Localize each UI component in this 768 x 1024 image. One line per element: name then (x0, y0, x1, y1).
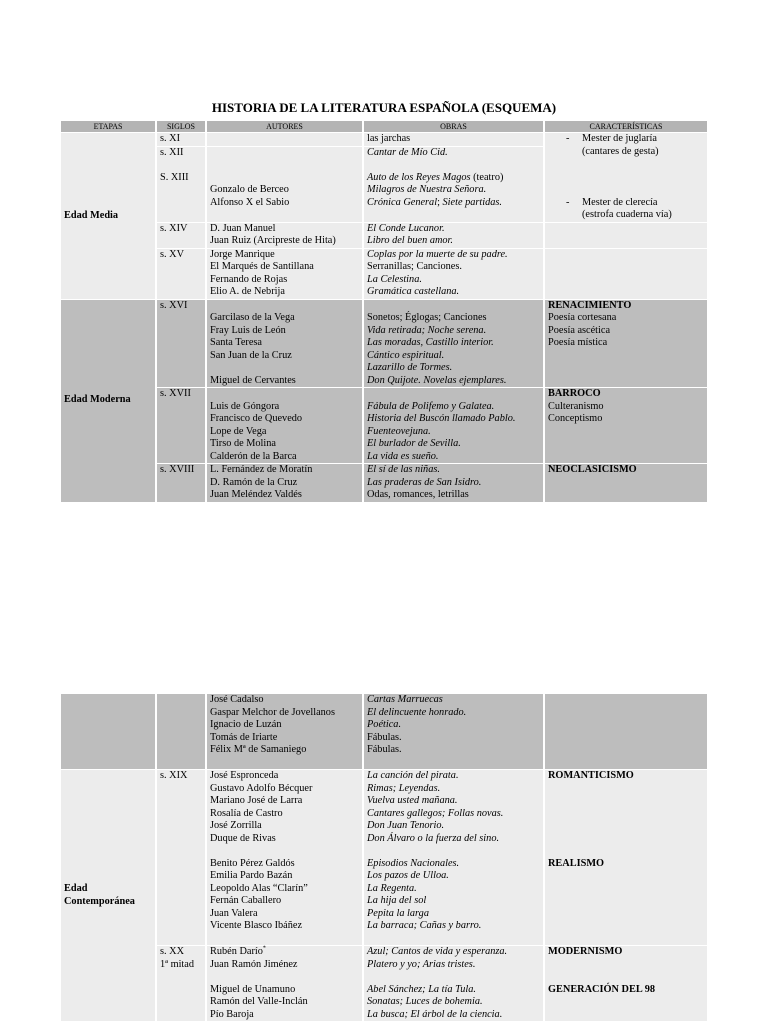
obra: Coplas por la muerte de su padre. (367, 248, 508, 260)
obra: El burlador de Sevilla. (367, 438, 461, 449)
autor: Gonzalo de Berceo (210, 184, 289, 195)
bullet-item: - Mester de clerecía (566, 196, 658, 208)
obras-cell (364, 146, 543, 160)
etapa-edad-contemporanea (61, 769, 155, 1021)
autor: Gustavo Adolfo Bécquer (210, 782, 313, 794)
siglo: 1ª mitad (160, 958, 195, 970)
obras-cell (364, 132, 543, 146)
etapa-edad-media: Edad Media (61, 132, 155, 299)
document-title: HISTORIA DE LA LITERATURA ESPAÑOLA (ESQUEMA) (211, 100, 557, 115)
obra: Milagros de Nuestra Señora. (367, 184, 487, 195)
dash: - (566, 133, 570, 144)
obras-cell (364, 945, 543, 1021)
obra: Crónica General; Siete partidas. (367, 196, 503, 208)
caracteristicas-cell (545, 694, 707, 769)
header-obras: OBRAS (364, 121, 543, 132)
autor: José Cadalso (210, 694, 264, 705)
obras-cell (364, 694, 543, 769)
movimiento: RENACIMIENTO (548, 299, 632, 311)
obra: La hija del sol (367, 895, 427, 906)
autores-cell (207, 769, 362, 858)
autor: Calderón de la Barca (210, 450, 297, 462)
table-row (61, 299, 707, 388)
caracteristica: Mester de clerecía (582, 196, 658, 208)
siglo-cell (157, 945, 205, 1021)
obra: El sí de las niñas. (367, 464, 440, 475)
obra: Sonetos; Églogas; Canciones (367, 312, 487, 323)
autor: El Marqués de Santillana (210, 261, 314, 272)
siglo-cell: s. XVI (157, 299, 205, 388)
autor: Rosalía de Castro (210, 807, 283, 819)
etapa-edad-moderna: Edad Moderna (61, 299, 155, 502)
autor: Duque de Rivas (210, 832, 276, 844)
autor: Luis de Góngora (210, 400, 280, 412)
table-row (61, 248, 707, 299)
literature-table-page-2 (59, 694, 709, 1021)
siglo-cell: s. XI (157, 132, 205, 146)
obra: Cantar de Mío Cid. (367, 146, 448, 158)
obras-cell (364, 159, 543, 222)
obra: Los pazos de Ulloa. (367, 870, 449, 881)
movimiento: REALISMO (548, 857, 605, 869)
autor: Mariano José de Larra (210, 795, 303, 806)
header-etapas: ETAPAS (61, 121, 155, 132)
autor: Juan Valera (210, 907, 258, 919)
obra: Historia del Buscón llamado Pablo. (367, 413, 516, 424)
caracteristica: Poesía mística (548, 337, 608, 348)
caracteristica: Poesía cortesana (548, 312, 617, 323)
obras-cell (364, 858, 543, 946)
obras-cell (364, 769, 543, 858)
obras-cell (364, 387, 543, 463)
autor: Félix Mª de Samaniego (210, 744, 307, 755)
table-row (61, 159, 707, 222)
obra: Episodios Nacionales. (367, 857, 460, 869)
caracteristica: Poesía ascética (548, 324, 611, 336)
autores-cell (207, 222, 362, 248)
obra: Pepita la larga (367, 907, 429, 919)
siglo-cell: s. XVII (157, 387, 205, 463)
obras-cell (364, 463, 543, 502)
autor: Miguel de Unamuno (210, 983, 296, 995)
obra: Odas, romances, letrillas (367, 489, 469, 500)
siglo-cell (157, 694, 205, 769)
obra: El delincuente honrado. (367, 706, 467, 718)
obra: Gramática castellana. (367, 286, 460, 297)
obra: Don Álvaro o la fuerza del sino. (367, 832, 500, 844)
autores-cell (207, 159, 362, 222)
bullet-item (548, 209, 704, 222)
obra: Poética. (367, 719, 402, 730)
bullet-item (548, 133, 704, 146)
etapa-line: Edad (64, 883, 88, 894)
literature-table-page-1 (59, 121, 709, 502)
caracteristicas-cell (545, 248, 707, 299)
autor: José Espronceda (210, 770, 279, 781)
obra: Vuelva usted mañana. (367, 795, 458, 806)
table-row (61, 694, 707, 769)
obra: La vida es sueño. (367, 450, 439, 462)
siglo: S. XIII (160, 171, 189, 183)
autores-cell (207, 463, 362, 502)
siglo-cell: s. XIV (157, 222, 205, 248)
obra: Fuenteovejuna. (367, 425, 431, 437)
table-row (61, 132, 707, 146)
autor: Fernando de Rojas (210, 273, 288, 285)
header-row (61, 121, 707, 132)
autor: Vicente Blasco Ibáñez (210, 920, 303, 931)
obra: Cartas Marruecas (367, 694, 443, 705)
autores-cell (207, 694, 362, 769)
autor: Gaspar Melchor de Jovellanos (210, 706, 335, 718)
caracteristicas-cell (545, 463, 707, 502)
siglo-cell: s. XVIII (157, 463, 205, 502)
autores-cell (207, 248, 362, 299)
caracteristicas-cell (545, 387, 707, 463)
obras-cell (364, 299, 543, 388)
table-row (61, 387, 707, 463)
table-row (61, 222, 707, 248)
autores-cell (207, 132, 362, 146)
caracteristicas-cell (545, 222, 707, 248)
caracteristica: Culteranismo (548, 400, 604, 412)
header-siglos: SIGLOS (157, 121, 205, 132)
autores-cell (207, 146, 362, 160)
obra: Fábulas. (367, 731, 402, 743)
caracteristicas-cell (545, 858, 707, 946)
autor: Ignacio de Luzán (210, 719, 282, 730)
autor: Jorge Manrique (210, 248, 275, 260)
autor: José Zorrilla (210, 820, 262, 831)
table-row (61, 769, 707, 858)
obra: Libro del buen amor. (367, 235, 453, 246)
obra: La barraca; Cañas y barro. (367, 920, 482, 931)
autor: Tomás de Iriarte (210, 731, 278, 743)
autor: Fray Luis de León (210, 324, 286, 336)
obra: Auto de los Reyes Magos (teatro) (367, 171, 504, 183)
autor: Lope de Vega (210, 425, 267, 437)
obra: La Regenta. (367, 882, 417, 894)
movimiento: MODERNISMO (548, 946, 623, 957)
obra: Fábula de Polifemo y Galatea. (367, 400, 495, 412)
autores-cell (207, 387, 362, 463)
autor: Fernán Caballero (210, 895, 282, 906)
autor: Alfonso X el Sabio (210, 196, 290, 208)
siglo: s. XX (160, 946, 185, 957)
siglo-cell: s. XII (157, 146, 205, 160)
autor: Garcilaso de la Vega (210, 312, 295, 323)
autor: D. Ramón de la Cruz (210, 476, 298, 488)
obra: las jarchas (367, 133, 411, 144)
siglo-cell: s. XIX (157, 769, 205, 945)
autores-cell (207, 858, 362, 946)
caracteristicas-cell (545, 159, 707, 222)
obra: Vida retirada; Noche serena. (367, 324, 487, 336)
obra: Sonatas; Luces de bohemia. (367, 996, 483, 1007)
autor: Pío Baroja (210, 1008, 254, 1020)
autor: Elio A. de Nebrija (210, 286, 285, 297)
etapa-line: Contemporánea (64, 895, 135, 907)
autor: Tirso de Molina (210, 438, 276, 449)
obra: Cántico espiritual. (367, 349, 445, 361)
autor: San Juan de la Cruz (210, 349, 292, 361)
obra: Cantares gallegos; Follas novas. (367, 807, 504, 819)
obra: Las praderas de San Isidro. (367, 476, 482, 488)
autor: Emilia Pardo Bazán (210, 870, 293, 881)
autor: D. Juan Manuel (210, 222, 276, 234)
obra: Don Quijote. Novelas ejemplares. (367, 374, 507, 386)
caracteristicas-cell (545, 132, 707, 159)
autor: Benito Pérez Galdós (210, 857, 295, 869)
autor: Santa Teresa (210, 337, 262, 348)
table-row (61, 945, 707, 1021)
obra: Fábulas. (367, 744, 402, 755)
obra: Azul; Cantos de vida y esperanza. (367, 946, 508, 957)
caracteristica: (estrofa cuaderna vía) (582, 209, 672, 220)
obras-cell (364, 222, 543, 248)
obra: La canción del pirata. (367, 770, 459, 781)
caracteristicas-cell (545, 945, 707, 1021)
obra: Abel Sánchez; La tía Tula. (367, 983, 476, 995)
bullet-item (548, 146, 704, 159)
caracteristicas-cell (545, 769, 707, 858)
movimiento: ROMANTICISMO (548, 770, 634, 781)
obra: Rimas; Leyendas. (367, 782, 441, 794)
caracteristica: Conceptismo (548, 413, 603, 424)
autores-cell (207, 299, 362, 388)
etapa-cell (61, 694, 155, 769)
obra: El Conde Lucanor. (367, 222, 445, 234)
caracteristica: (cantares de gesta) (582, 145, 659, 157)
movimiento: BARROCO (548, 388, 601, 399)
obras-cell (364, 248, 543, 299)
obra: Platero y yo; Arias tristes. (367, 958, 476, 970)
autor: L. Fernández de Moratín (210, 464, 313, 475)
autor: Miguel de Cervantes (210, 374, 296, 386)
autor: Juan Ramón Jiménez (210, 958, 298, 970)
obra: La Celestina. (367, 273, 422, 285)
header-autores: AUTORES (207, 121, 362, 132)
siglo-cell: s. XV (157, 248, 205, 299)
autor: Rubén Darío* (210, 945, 266, 957)
table-row (61, 463, 707, 502)
movimiento: NEOCLASICISMO (548, 464, 637, 475)
autor: Francisco de Quevedo (210, 413, 303, 424)
obra: Don Juan Tenorio. (367, 820, 445, 831)
caracteristicas-cell (545, 299, 707, 388)
autor: Leopoldo Alas “Clarín” (210, 882, 308, 894)
header-caracteristicas: CARACTERÍSTICAS (545, 121, 707, 132)
autor: Juan Meléndez Valdés (210, 489, 302, 500)
autor: Ramón del Valle-Inclán (210, 996, 308, 1007)
siglo-cell (157, 159, 205, 222)
caracteristica: Mester de juglaría (582, 133, 657, 144)
obra: La busca; El árbol de la ciencia. (367, 1008, 503, 1020)
movimiento: GENERACIÓN DEL 98 (548, 983, 655, 995)
obra: Serranillas; Canciones. (367, 261, 462, 272)
autores-cell (207, 945, 362, 1021)
autor: Juan Ruiz (Arcipreste de Hita) (210, 235, 336, 246)
obra: Las moradas, Castillo interior. (367, 337, 494, 348)
obra: Lazarillo de Tormes. (367, 362, 453, 373)
